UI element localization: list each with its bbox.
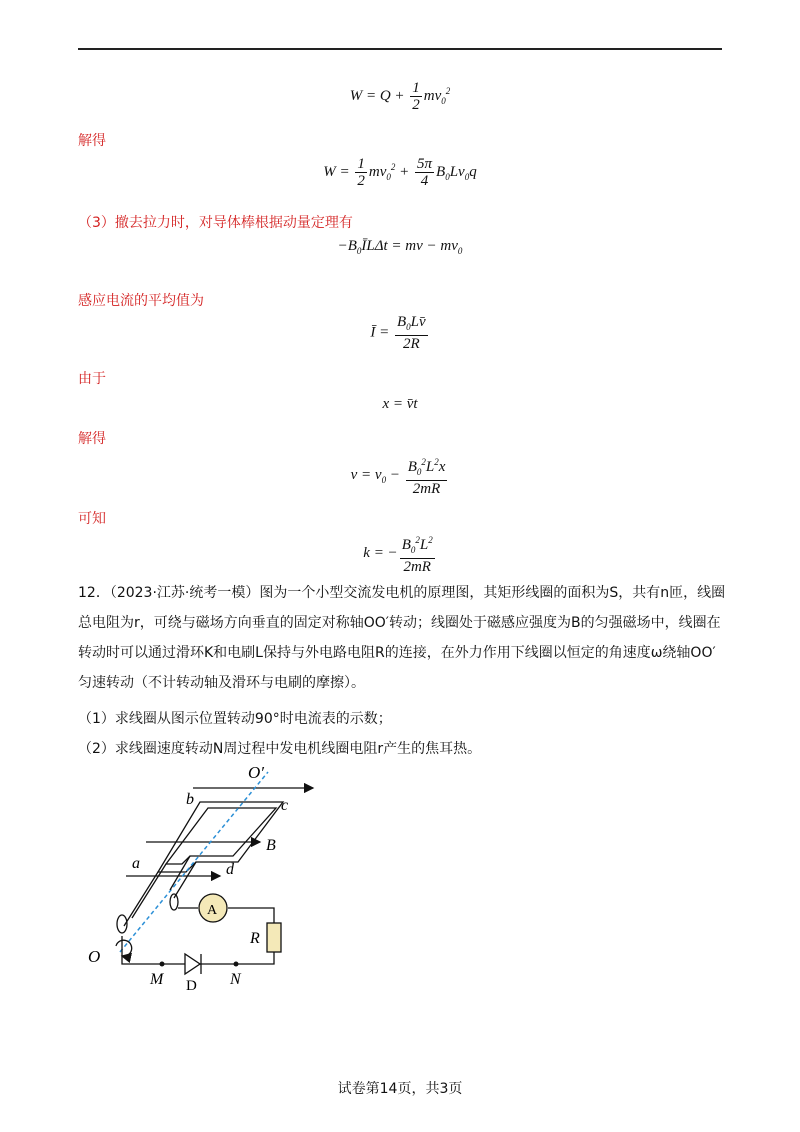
problem-statement: 12．（2023·江苏·统考一模）图为一个小型交流发电机的原理图，其矩形线圈的面积为S，共有n匝，线圈总电阻为r，可绕与磁场方向垂直的固定对称轴OO′转动；线圈处于磁感应强度为B的匀强磁场中，线圈在转动时可以通过滑环K和电刷L保持与外电路电阻R的连接，在外力作用下线圈以恒定的角速度ω绕轴OO′匀速转动（不计转动轴及滑环与电刷的摩擦）。 — [78, 585, 726, 691]
slip-ring-l — [170, 894, 178, 910]
label-know: 可知 — [78, 511, 106, 527]
label-diode: D — [186, 978, 197, 994]
label-r: R — [250, 930, 260, 947]
label-o: O — [88, 947, 101, 966]
question-2: （2）求线圈速度转动N周过程中发电机线圈电阻r产生的焦耳热。 — [78, 741, 482, 757]
equation-velocity: $v = v_0$ − $\frac{B_0^2L^2x}{2mR}$ — [0, 454, 800, 497]
label-c: c — [281, 797, 289, 814]
label-d: d — [226, 861, 234, 878]
equation-momentum: $-B_0ĪL\Delta t$ = mv − $mv_0$ — [337, 238, 463, 256]
label-since: 由于 — [78, 371, 106, 387]
page-footer: 试卷第14页，共3页 — [337, 1081, 463, 1097]
lead-left — [124, 864, 166, 926]
label-field-b: B — [266, 837, 276, 854]
label-step-3: （3）撤去拉力时，对导体棒根据动量定理有 — [78, 215, 353, 231]
label-solve-1: 解得 — [78, 133, 106, 149]
equation-work-result: W = $\frac{1}{2}$ $mv_0^2$ + $\frac{5\pi}{4}$ $B_0Lv_0q$ — [323, 156, 477, 189]
header-rule — [78, 48, 722, 50]
label-o-prime: O′ — [248, 763, 264, 782]
diode-d — [185, 954, 201, 974]
label-ammeter: A — [207, 903, 218, 918]
label-solve-2: 解得 — [78, 431, 106, 447]
rotation-axis — [120, 772, 268, 952]
equation-work-energy: W = Q + $\frac{1}{2}$ $mv_0^2$ — [349, 80, 451, 113]
equation-k: k = − $\frac{B_0^2L^2}{2mR}$ — [0, 532, 800, 575]
equation-average-current: Ī = $\frac{B_0Lv̄}{2R}$ — [370, 314, 426, 352]
label-a: a — [132, 855, 140, 872]
rotation-arrow — [116, 940, 132, 956]
equation-displacement: x = v̄t — [382, 396, 418, 412]
resistor-r — [267, 923, 281, 952]
generator-diagram — [78, 760, 338, 1000]
label-m: M — [150, 971, 164, 988]
label-n: N — [230, 971, 241, 988]
question-1: （1）求线圈从图示位置转动90°时电流表的示数； — [78, 711, 392, 727]
coil — [158, 802, 283, 872]
label-average-current: 感应电流的平均值为 — [78, 293, 204, 309]
label-b: b — [186, 791, 194, 808]
